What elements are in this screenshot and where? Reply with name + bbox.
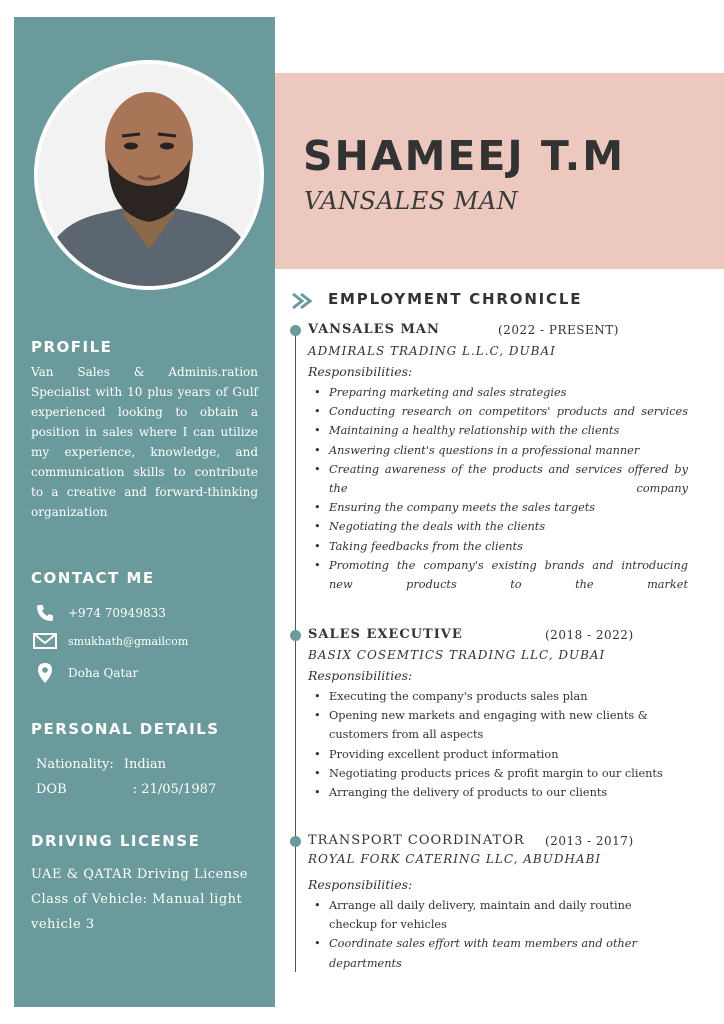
- job-responsibilities: [314, 383, 688, 594]
- phone-icon: [32, 602, 58, 624]
- responsibilities-label: Responsibilities:: [308, 668, 413, 683]
- license-text: UAE & QATAR Driving License Class of Vehicle: Manual light vehicle 3: [31, 867, 248, 932]
- responsibilities-label: Responsibilities:: [308, 877, 413, 892]
- list-item: • Taking feedbacks from the clients: [314, 537, 688, 556]
- list-item: • Answering client's questions in a professional manner: [314, 441, 688, 460]
- job-company: ADMIRALS TRADING L.L.C, DUBAI: [308, 344, 556, 358]
- timeline-dot: [290, 325, 301, 336]
- job-company: BASIX COSEMTICS TRADING LLC, DUBAI: [308, 648, 606, 662]
- list-item: • Coordinate sales effort with team members and other departments: [314, 934, 676, 972]
- list-item: • Maintaining a healthy relationship with the clients: [314, 421, 688, 440]
- list-item: • Conducting research on competitors' products and services: [314, 402, 688, 421]
- list-item: • Arranging the delivery of products to our clients: [314, 783, 686, 802]
- nationality-label: Nationality:: [36, 757, 114, 772]
- list-item: • Ensuring the company meets the sales targets: [314, 498, 688, 517]
- list-item: • Arrange all daily delivery, maintain and daily routine checkup for vehicles: [314, 896, 676, 934]
- location-pin-icon: [32, 662, 58, 684]
- location-text: Doha Qatar: [68, 666, 139, 680]
- contact-email: [32, 630, 188, 652]
- candidate-name: SHAMEEJ T.M: [303, 132, 626, 180]
- license-heading: DRIVING LICENSE: [31, 832, 201, 850]
- list-item: • Creating awareness of the products and services offered by the company: [314, 460, 688, 498]
- job-responsibilities: [314, 687, 686, 802]
- profile-photo: [38, 64, 260, 286]
- personal-heading: PERSONAL DETAILS: [31, 720, 220, 738]
- job-years: (2022 - PRESENT): [498, 323, 619, 337]
- list-item: • Promoting the company's existing brands and introducing new products to the market: [314, 556, 688, 594]
- job-years: (2013 - 2017): [545, 834, 634, 848]
- job-company: ROYAL FORK CATERING LLC, ABUDHABI: [308, 852, 602, 866]
- list-item: • Negotiating the deals with the clients: [314, 517, 688, 536]
- dob-label: DOB: [36, 782, 67, 797]
- contact-phone: [32, 602, 166, 624]
- list-item: • Providing excellent product information: [314, 745, 686, 764]
- employment-heading: EMPLOYMENT CHRONICLE: [328, 290, 583, 308]
- list-item: • Negotiating products prices & profit margin to our clients: [314, 764, 686, 783]
- job-title: SALES EXECUTIVE: [308, 627, 463, 642]
- mail-icon: [32, 630, 58, 652]
- nationality-value: Indian: [123, 757, 166, 772]
- dob-value: : 21/05/1987: [132, 782, 217, 797]
- contact-location: [32, 662, 138, 684]
- candidate-role: VANSALES MAN: [304, 187, 519, 215]
- timeline-line: [295, 330, 296, 972]
- phone-number: +974 70949833: [68, 606, 166, 620]
- list-item: • Executing the company's products sales plan: [314, 687, 686, 706]
- contact-heading: CONTACT ME: [31, 569, 155, 587]
- timeline-dot: [290, 630, 301, 641]
- timeline-dot: [290, 836, 301, 847]
- job-responsibilities: [314, 896, 676, 973]
- job-title: TRANSPORT COORDINATOR: [308, 833, 525, 848]
- email-address: smukhath@gmailcom: [68, 634, 189, 648]
- list-item: • Preparing marketing and sales strategies: [314, 383, 688, 402]
- nationality-row: [36, 757, 166, 772]
- dob-row: [36, 782, 216, 797]
- profile-heading: PROFILE: [31, 338, 113, 356]
- job-title: VANSALES MAN: [308, 322, 440, 337]
- job-years: (2018 - 2022): [545, 628, 634, 642]
- responsibilities-label: Responsibilities:: [308, 364, 413, 379]
- profile-text: Van Sales & Adminis.ration Specialist with 10 plus years of Gulf experienced looking to obtain a position in sales where I can utilize my experience, knowledge, and communication skills to contribute to a creative and forward-thinking organization: [31, 365, 258, 519]
- list-item: • Opening new markets and engaging with new clients & customers from all aspects: [314, 706, 686, 744]
- chevron-right-icon: [291, 292, 315, 314]
